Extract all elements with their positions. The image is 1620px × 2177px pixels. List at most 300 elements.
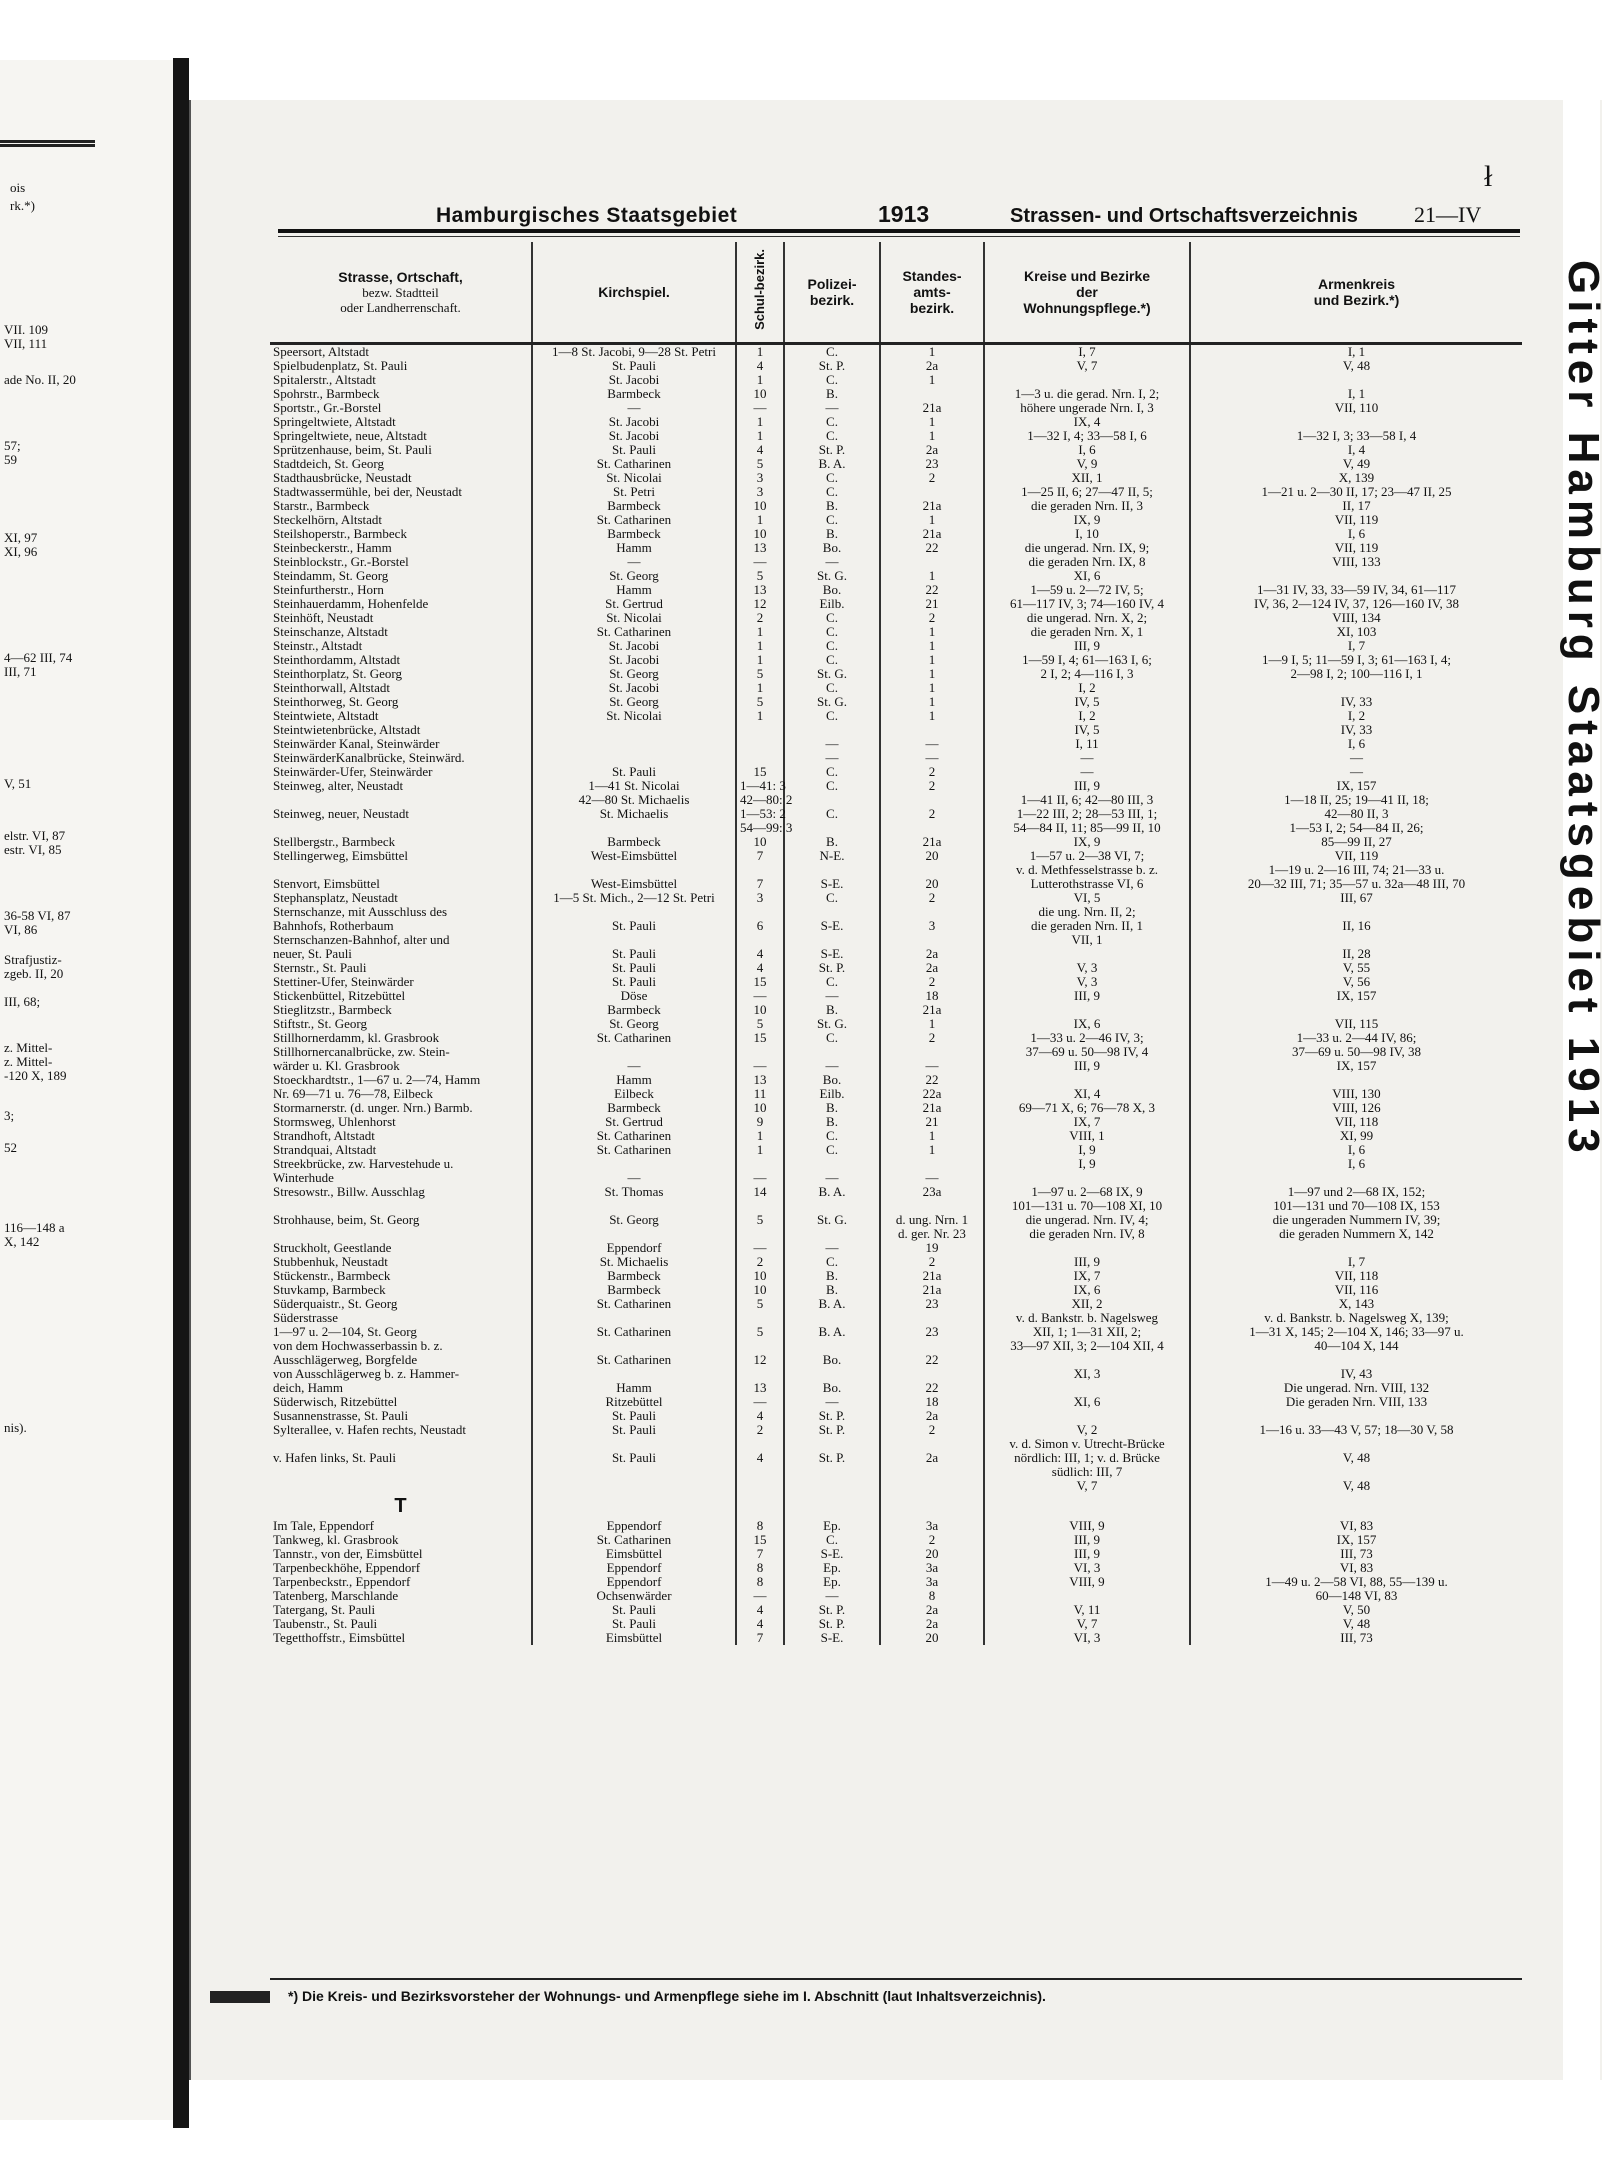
street-cell: Tatenberg, Marschlande [273, 1588, 399, 1603]
registry-district-cell: 2a [880, 947, 984, 961]
street-cell: Speersort, Altstadt [273, 344, 370, 359]
school-district-cell: 7 [736, 1547, 784, 1561]
facing-page-fragment: VII, 111 [4, 336, 48, 351]
poor-relief-cell: VII, 115 [1190, 1017, 1522, 1031]
registry-district-cell: 2 [880, 891, 984, 905]
facing-page-fragment: 36-58 VI, 87 [4, 908, 71, 923]
poor-relief-cell: XI, 103 [1190, 625, 1522, 639]
school-district-cell: 12 [736, 597, 784, 611]
street-cell: Sternschanzen-Bahnhof, alter und [273, 932, 450, 947]
poor-relief-cell: II, 28 [1190, 947, 1522, 961]
table-row [270, 905, 1522, 919]
parish-cell: Döse [532, 989, 736, 1003]
poor-relief-cell: die geraden Nummern X, 142 [1190, 1227, 1522, 1241]
facing-page-fragment: Strafjustiz- [4, 952, 62, 967]
parish-cell [532, 1367, 736, 1381]
police-district-cell [784, 1199, 880, 1213]
poor-relief-cell: Die ungerad. Nrn. VIII, 132 [1190, 1381, 1522, 1395]
street-cell: SteinwärderKanalbrücke, Steinwärd. [273, 750, 465, 765]
poor-relief-cell: — [1190, 751, 1522, 765]
poor-relief-cell: VIII, 126 [1190, 1101, 1522, 1115]
street-cell: Steinhauerdamm, Hohenfelde [273, 596, 429, 611]
registry-district-cell: 22a [880, 1087, 984, 1101]
facing-page-edge [0, 60, 180, 2120]
poor-relief-cell: II, 17 [1190, 499, 1522, 513]
table-row [270, 1101, 1522, 1115]
parish-cell: St. Pauli [532, 961, 736, 975]
street-cell: Steinweg, alter, Neustadt [273, 778, 404, 793]
poor-relief-cell: 2—98 I, 2; 100—116 I, 1 [1190, 667, 1522, 681]
street-cell: Stadtdeich, St. Georg [273, 456, 384, 471]
facing-page-rule [0, 144, 95, 147]
registry-district-cell: 21a [880, 401, 984, 415]
school-district-cell: 5 [736, 457, 784, 471]
poor-relief-cell: V, 48 [1190, 1451, 1522, 1465]
housing-welfare-cell [984, 1493, 1190, 1519]
police-district-cell: St. P. [784, 1423, 880, 1437]
poor-relief-cell: III, 73 [1190, 1547, 1522, 1561]
school-district-cell: 1—53: 2 [736, 807, 784, 821]
parish-cell: St. Jacobi [532, 653, 736, 667]
housing-welfare-cell: IX, 6 [984, 1017, 1190, 1031]
registry-district-cell: 1 [880, 1143, 984, 1157]
street-cell: Stieglitzstr., Barmbeck [273, 1002, 392, 1017]
police-district-cell [784, 1479, 880, 1493]
table-row [270, 639, 1522, 653]
school-district-cell: 5 [736, 1297, 784, 1311]
housing-welfare-cell: IX, 9 [984, 835, 1190, 849]
street-cell: Stoeckhardtstr., 1—67 u. 2—74, Hamm [273, 1072, 481, 1087]
police-district-cell: B. A. [784, 1297, 880, 1311]
registry-district-cell: 1 [880, 1129, 984, 1143]
poor-relief-cell: IV, 36, 2—124 IV, 37, 126—160 IV, 38 [1190, 597, 1522, 611]
poor-relief-cell: III, 67 [1190, 891, 1522, 905]
school-district-cell: 1 [736, 653, 784, 667]
housing-welfare-cell [984, 1409, 1190, 1423]
header-title: Strassen- und Ortschaftsverzeichnis [1010, 205, 1358, 227]
parish-cell: Eppendorf [532, 1519, 736, 1533]
school-district-cell: 1 [736, 625, 784, 639]
parish-cell: — [532, 1171, 736, 1185]
parish-cell: Barmbeck [532, 1269, 736, 1283]
table-row [270, 1283, 1522, 1297]
table-row [270, 1395, 1522, 1409]
parish-cell: St. Petri [532, 485, 736, 499]
school-district-cell: 10 [736, 1269, 784, 1283]
registry-district-cell [880, 793, 984, 807]
police-district-cell: C. [784, 681, 880, 695]
school-district-cell: 54—99: 3 [736, 821, 784, 835]
police-district-cell: B. [784, 499, 880, 513]
housing-welfare-cell: V, 3 [984, 975, 1190, 989]
parish-cell: St. Nicolai [532, 471, 736, 485]
street-cell: Bahnhofs, Rotherbaum [273, 918, 394, 933]
table-row [270, 1493, 1522, 1519]
school-district-cell: 1 [736, 639, 784, 653]
poor-relief-cell: VII, 118 [1190, 1115, 1522, 1129]
facing-page-fragment: zgeb. II, 20 [4, 966, 64, 981]
police-district-cell: C. [784, 891, 880, 905]
street-cell: Steinblockstr., Gr.-Borstel [273, 554, 409, 569]
housing-welfare-cell: die ungerad. Nrn. X, 2; [984, 611, 1190, 625]
poor-relief-cell: VII, 118 [1190, 1269, 1522, 1283]
school-district-cell: 1 [736, 429, 784, 443]
table-row [270, 1339, 1522, 1353]
parish-cell: Barmbeck [532, 387, 736, 401]
parish-cell: St. Pauli [532, 919, 736, 933]
street-cell: Tatergang, St. Pauli [273, 1602, 376, 1617]
facing-page-fragment: z. Mittel- [4, 1054, 53, 1069]
registry-district-cell [880, 933, 984, 947]
street-cell: Steinweg, neuer, Neustadt [273, 806, 409, 821]
registry-district-cell: 1 [880, 695, 984, 709]
street-cell: Sprützenhause, beim, St. Pauli [273, 442, 432, 457]
header-year: 1913 [878, 201, 930, 227]
school-district-cell: 7 [736, 849, 784, 863]
parish-cell: St. Pauli [532, 947, 736, 961]
housing-welfare-cell: die geraden Nrn. IX, 8 [984, 555, 1190, 569]
poor-relief-cell [1190, 1465, 1522, 1479]
street-cell: Strandquai, Altstadt [273, 1142, 377, 1157]
poor-relief-cell: 1—53 I, 2; 54—84 II, 26; [1190, 821, 1522, 835]
poor-relief-cell: VII, 119 [1190, 541, 1522, 555]
poor-relief-cell: I, 6 [1190, 1157, 1522, 1171]
poor-relief-cell [1190, 1171, 1522, 1185]
facing-page-fragment: 116—148 a [4, 1220, 65, 1235]
school-district-cell: 8 [736, 1519, 784, 1533]
housing-welfare-cell: IX, 6 [984, 1283, 1190, 1297]
school-district-cell: 8 [736, 1561, 784, 1575]
facing-page-fragment: -120 X, 189 [4, 1068, 67, 1083]
street-cell [270, 1199, 532, 1213]
poor-relief-cell: IX, 157 [1190, 989, 1522, 1003]
street-cell: Spohrstr., Barmbeck [273, 386, 380, 401]
registry-district-cell: 22 [880, 1073, 984, 1087]
parish-cell: St. Catharinen [532, 1353, 736, 1367]
registry-district-cell: 2 [880, 1533, 984, 1547]
housing-welfare-cell: 1—33 u. 2—46 IV, 3; [984, 1031, 1190, 1045]
registry-district-cell: 1 [880, 667, 984, 681]
table-row [270, 835, 1522, 849]
housing-welfare-cell: IX, 9 [984, 513, 1190, 527]
facing-page-fragment: XI, 97 [4, 530, 38, 545]
school-district-cell [736, 1437, 784, 1451]
housing-welfare-cell: XI, 4 [984, 1087, 1190, 1101]
parish-cell: St. Georg [532, 1017, 736, 1031]
housing-welfare-cell: I, 7 [984, 344, 1190, 360]
table-row [270, 891, 1522, 905]
street-cell: T [394, 1495, 407, 1517]
poor-relief-cell: 101—131 und 70—108 IX, 153 [1190, 1199, 1522, 1213]
housing-welfare-cell: Lutterothstrasse VI, 6 [984, 877, 1190, 891]
table-row [270, 1381, 1522, 1395]
street-cell: neuer, St. Pauli [273, 946, 352, 961]
housing-welfare-cell: VIII, 9 [984, 1519, 1190, 1533]
school-district-cell: 10 [736, 1101, 784, 1115]
housing-welfare-cell: IX, 4 [984, 415, 1190, 429]
school-district-cell: — [736, 555, 784, 569]
school-district-cell: 5 [736, 667, 784, 681]
police-district-cell: Bo. [784, 1353, 880, 1367]
table-row [270, 1045, 1522, 1059]
school-district-cell: 9 [736, 1115, 784, 1129]
poor-relief-cell: VIII, 130 [1190, 1087, 1522, 1101]
housing-welfare-cell: 1—32 I, 4; 33—58 I, 6 [984, 429, 1190, 443]
police-district-cell: — [784, 737, 880, 751]
registry-district-cell: 1 [880, 625, 984, 639]
police-district-cell: St. P. [784, 443, 880, 457]
table-row [270, 933, 1522, 947]
school-district-cell: 5 [736, 569, 784, 583]
registry-district-cell: — [880, 737, 984, 751]
parish-cell: St. Georg [532, 569, 736, 583]
school-district-cell [736, 863, 784, 877]
registry-district-cell: 2 [880, 471, 984, 485]
school-district-cell: 1 [736, 681, 784, 695]
table-row [270, 1479, 1522, 1493]
registry-district-cell: 22 [880, 1381, 984, 1395]
poor-relief-cell: VI, 83 [1190, 1561, 1522, 1575]
registry-district-cell: 20 [880, 1631, 984, 1645]
parish-cell [532, 1493, 736, 1519]
footnote-text: *) Die Kreis- und Bezirksvorsteher der Wohnungs- und Armenpflege siehe im I. Abschnitt (laut Inhaltsverzeichnis). [288, 1988, 1046, 2004]
facing-page-fragment: VII. 109 [4, 322, 49, 337]
housing-welfare-cell: 1—59 u. 2—72 IV, 5; [984, 583, 1190, 597]
school-district-cell: — [736, 989, 784, 1003]
police-district-cell [784, 863, 880, 877]
police-district-cell: S-E. [784, 1547, 880, 1561]
table-row [270, 765, 1522, 779]
street-cell: Strandhoft, Altstadt [273, 1128, 375, 1143]
registry-district-cell: 21a [880, 527, 984, 541]
school-district-cell: 13 [736, 1381, 784, 1395]
police-district-cell: Ep. [784, 1519, 880, 1533]
table-row [270, 401, 1522, 415]
housing-welfare-cell: IX, 7 [984, 1269, 1190, 1283]
street-cell: Stephansplatz, Neustadt [273, 890, 398, 905]
poor-relief-cell: V, 49 [1190, 457, 1522, 471]
street-cell: Steckelhörn, Altstadt [273, 512, 383, 527]
poor-relief-cell [1190, 1409, 1522, 1423]
registry-district-cell [880, 1339, 984, 1353]
table-row [270, 1617, 1522, 1631]
housing-welfare-cell: — [984, 765, 1190, 779]
housing-welfare-cell: I, 2 [984, 681, 1190, 695]
housing-welfare-cell: VIII, 9 [984, 1575, 1190, 1589]
poor-relief-cell: 1—19 u. 2—16 III, 74; 21—33 u. [1190, 863, 1522, 877]
police-district-cell: — [784, 1589, 880, 1603]
facing-page-fragment: 4—62 III, 74 [4, 650, 73, 665]
housing-welfare-cell: IV, 5 [984, 723, 1190, 737]
school-district-cell: 14 [736, 1185, 784, 1199]
street-cell: v. Hafen links, St. Pauli [273, 1450, 397, 1465]
street-cell [270, 1479, 532, 1493]
poor-relief-cell: 37—69 u. 50—98 IV, 38 [1190, 1045, 1522, 1059]
street-cell: Stormarnerstr. (d. unger. Nrn.) Barmb. [273, 1100, 473, 1115]
housing-welfare-cell: 1—41 II, 6; 42—80 III, 3 [984, 793, 1190, 807]
police-district-cell: S-E. [784, 919, 880, 933]
poor-relief-cell: IV, 43 [1190, 1367, 1522, 1381]
school-district-cell [736, 905, 784, 919]
facing-page-fragment: ade No. II, 20 [4, 372, 76, 387]
table-row [270, 513, 1522, 527]
police-district-cell: C. [784, 471, 880, 485]
street-cell: Steinthorweg, St. Georg [273, 694, 399, 709]
poor-relief-cell: VII, 119 [1190, 849, 1522, 863]
school-district-cell [736, 723, 784, 737]
registry-district-cell: 21a [880, 1003, 984, 1017]
poor-relief-cell: 85—99 II, 27 [1190, 835, 1522, 849]
poor-relief-cell: I, 7 [1190, 1255, 1522, 1269]
police-district-cell: Ep. [784, 1561, 880, 1575]
poor-relief-cell: I, 6 [1190, 527, 1522, 541]
police-district-cell: St. P. [784, 1451, 880, 1465]
street-cell: Steinthorplatz, St. Georg [273, 666, 403, 681]
poor-relief-cell [1190, 1073, 1522, 1087]
table-row [270, 569, 1522, 583]
school-district-cell: 15 [736, 765, 784, 779]
parish-cell: St. Jacobi [532, 415, 736, 429]
street-cell: Taubenstr., St. Pauli [273, 1616, 378, 1631]
table-row [270, 1451, 1522, 1465]
table-row [270, 415, 1522, 429]
registry-district-cell: 2a [880, 1617, 984, 1631]
school-district-cell [736, 1339, 784, 1353]
school-district-cell: 13 [736, 583, 784, 597]
table-row [270, 821, 1522, 835]
column-header-registry: Standes- amts- bezirk. [880, 242, 984, 344]
police-district-cell: B. [784, 527, 880, 541]
school-district-cell: 10 [736, 527, 784, 541]
parish-cell: West-Eimsbüttel [532, 877, 736, 891]
street-cell: Struckholt, Geestlande [273, 1240, 392, 1255]
poor-relief-cell: V, 56 [1190, 975, 1522, 989]
column-header-poor-relief: Armenkreis und Bezirk.*) [1190, 242, 1522, 344]
registry-district-cell [880, 1479, 984, 1493]
police-district-cell: — [784, 989, 880, 1003]
police-district-cell: — [784, 1059, 880, 1073]
housing-welfare-cell: 61—117 IV, 3; 74—160 IV, 4 [984, 597, 1190, 611]
registry-district-cell [880, 555, 984, 569]
police-district-cell [784, 1437, 880, 1451]
registry-district-cell: 1 [880, 429, 984, 443]
registry-district-cell: 1 [880, 373, 984, 387]
registry-district-cell: 2 [880, 807, 984, 821]
table-row [270, 1367, 1522, 1381]
parish-cell: St. Catharinen [532, 625, 736, 639]
housing-welfare-cell: 1—25 II, 6; 27—47 II, 5; [984, 485, 1190, 499]
police-district-cell: C. [784, 639, 880, 653]
facing-page-fragment: 52 [4, 1140, 17, 1155]
table-row [270, 541, 1522, 555]
street-cell: Steinstr., Altstadt [273, 638, 363, 653]
registry-district-cell: 21a [880, 499, 984, 513]
registry-district-cell [880, 723, 984, 737]
poor-relief-cell: I, 4 [1190, 443, 1522, 457]
registry-district-cell: 21a [880, 835, 984, 849]
poor-relief-cell: I, 1 [1190, 387, 1522, 401]
street-cell: Steindamm, St. Georg [273, 568, 389, 583]
police-district-cell [784, 793, 880, 807]
street-cell: Stückenstr., Barmbeck [273, 1268, 391, 1283]
table-row [270, 429, 1522, 443]
registry-district-cell: — [880, 1171, 984, 1185]
police-district-cell: — [784, 1171, 880, 1185]
poor-relief-cell [1190, 681, 1522, 695]
registry-district-cell: 2a [880, 1451, 984, 1465]
street-cell: Spielbudenplatz, St. Pauli [273, 358, 408, 373]
registry-district-cell: — [880, 751, 984, 765]
street-cell: Steinschanze, Altstadt [273, 624, 388, 639]
facing-page-fragment: 57; [4, 438, 21, 453]
parish-cell: St. Jacobi [532, 373, 736, 387]
parish-cell: Hamm [532, 583, 736, 597]
street-cell: Süderstrasse [273, 1310, 338, 1325]
police-district-cell: C. [784, 344, 880, 360]
facing-page-fragment: ois [10, 180, 26, 195]
street-cell [270, 793, 532, 807]
table-row [270, 1003, 1522, 1017]
facing-page-fragment: V, 51 [4, 776, 32, 791]
street-cell: 1—97 u. 2—104, St. Georg [273, 1324, 417, 1339]
police-district-cell: C. [784, 1533, 880, 1547]
school-district-cell [736, 1493, 784, 1519]
school-district-cell [736, 1479, 784, 1493]
school-district-cell: 1 [736, 513, 784, 527]
poor-relief-cell [1190, 933, 1522, 947]
housing-welfare-cell: XII, 2 [984, 1297, 1190, 1311]
street-cell: Stenvort, Eimsbüttel [273, 876, 380, 891]
parish-cell: St. Jacobi [532, 681, 736, 695]
street-cell: Stellingerweg, Eimsbüttel [273, 848, 409, 863]
side-text: Gitter Hamburg Staatsgebiet 1913 [1559, 260, 1608, 1159]
housing-welfare-cell: I, 11 [984, 737, 1190, 751]
parish-cell: Ritzebüttel [532, 1395, 736, 1409]
street-cell: Stuvkamp, Barmbeck [273, 1282, 386, 1297]
parish-cell: Barmbeck [532, 835, 736, 849]
parish-cell: Ochsenwärder [532, 1589, 736, 1603]
police-district-cell: St. G. [784, 569, 880, 583]
school-district-cell: 15 [736, 975, 784, 989]
book-gutter [173, 58, 189, 2128]
police-district-cell: B. [784, 1101, 880, 1115]
table-row [270, 1423, 1522, 1437]
school-district-cell: — [736, 1395, 784, 1409]
housing-welfare-cell: südlich: III, 7 [984, 1465, 1190, 1479]
parish-cell [532, 1157, 736, 1171]
housing-welfare-cell [984, 1381, 1190, 1395]
poor-relief-cell: X, 143 [1190, 1297, 1522, 1311]
parish-cell: St. Pauli [532, 443, 736, 457]
poor-relief-cell: 1—16 u. 33—43 V, 57; 18—30 V, 58 [1190, 1423, 1522, 1437]
parish-cell: St. Catharinen [532, 1533, 736, 1547]
facing-page-fragment: z. Mittel- [4, 1040, 53, 1055]
registry-district-cell [880, 1311, 984, 1325]
poor-relief-cell [1190, 1241, 1522, 1255]
table-row [270, 555, 1522, 569]
column-header-row [270, 242, 1522, 344]
registry-district-cell: 1 [880, 653, 984, 667]
parish-cell: St. Gertrud [532, 1115, 736, 1129]
housing-welfare-cell: V, 11 [984, 1603, 1190, 1617]
school-district-cell: 10 [736, 387, 784, 401]
housing-welfare-cell: v. d. Simon v. Utrecht-Brücke [984, 1437, 1190, 1451]
school-district-cell: 15 [736, 1031, 784, 1045]
poor-relief-cell: 1—9 I, 5; 11—59 I, 3; 61—163 I, 4; [1190, 653, 1522, 667]
parish-cell [532, 821, 736, 835]
school-district-cell: 4 [736, 359, 784, 373]
registry-district-cell: d. ger. Nr. 23 [880, 1227, 984, 1241]
